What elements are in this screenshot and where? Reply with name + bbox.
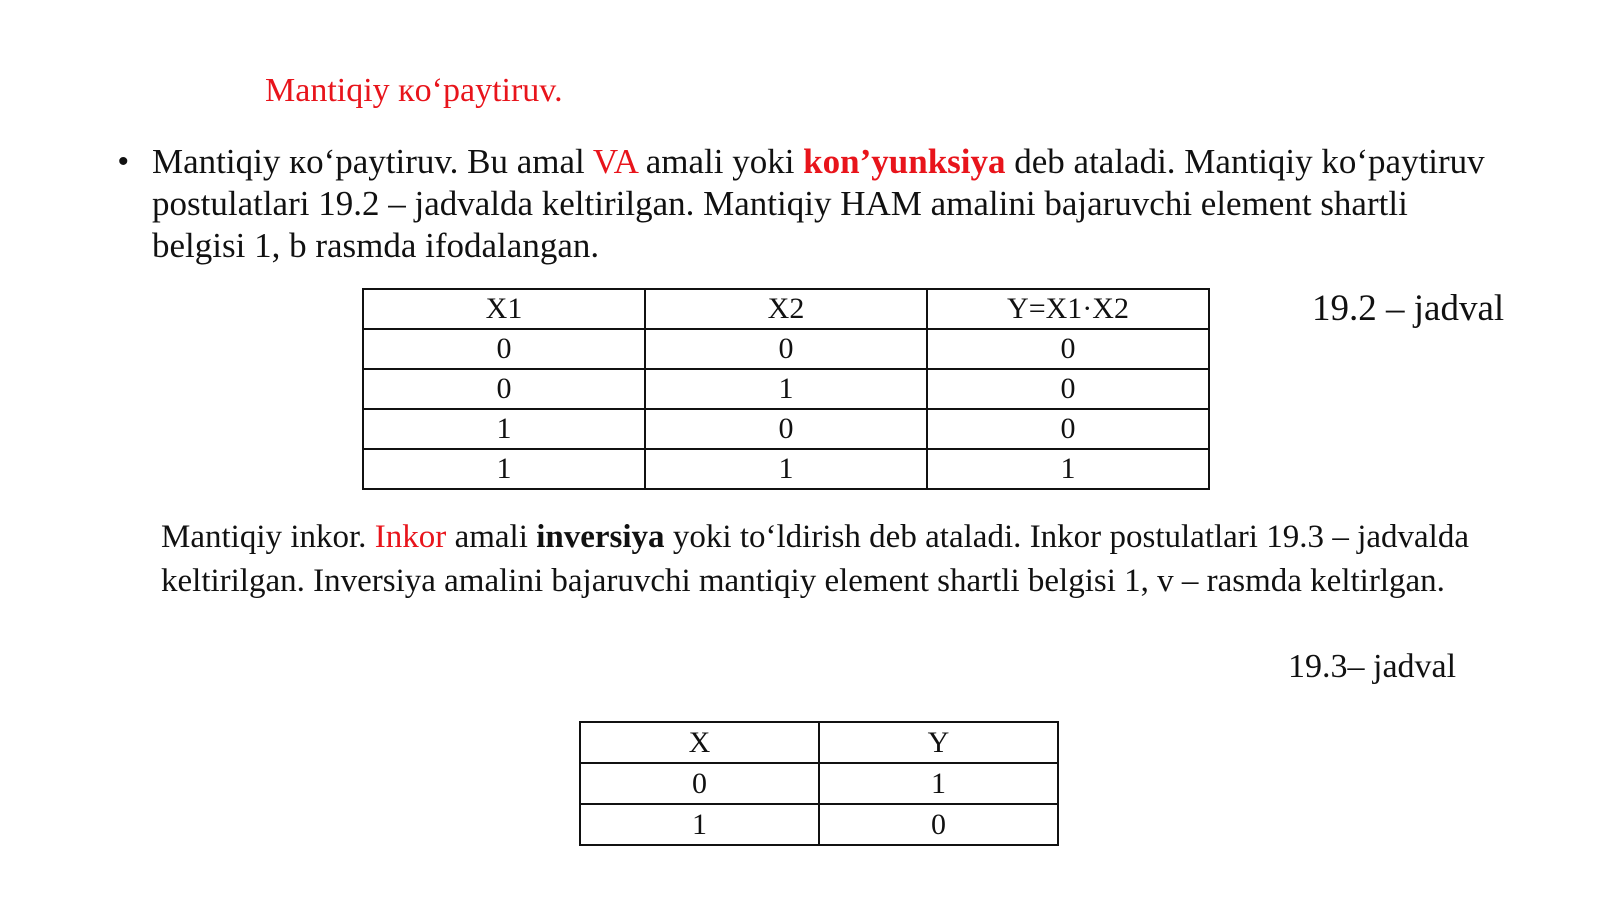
table-header-cell: X1 bbox=[363, 289, 645, 329]
bullet-dot-icon: • bbox=[118, 145, 129, 178]
slide-title: Mantiqiy кo‘paytiruv. bbox=[265, 72, 563, 109]
truth-table-not bbox=[579, 721, 1059, 846]
bullet-text-part-2: amali yoki bbox=[636, 142, 804, 181]
table-header-cell: X2 bbox=[645, 289, 927, 329]
term-inversiya: inversiya bbox=[536, 519, 665, 555]
table-cell: 0 bbox=[927, 409, 1209, 449]
table-cell: 1 bbox=[819, 763, 1058, 804]
term-va: VA bbox=[592, 142, 637, 181]
table-cell: 0 bbox=[927, 369, 1209, 409]
table-cell: 1 bbox=[927, 449, 1209, 489]
table-row bbox=[363, 369, 1209, 409]
paragraph-text-part-2: amali bbox=[446, 519, 537, 555]
table-cell: 1 bbox=[363, 409, 645, 449]
table-cell: 0 bbox=[363, 329, 645, 369]
table-cell: 1 bbox=[645, 449, 927, 489]
table-header-cell: Y=X1·X2 bbox=[927, 289, 1209, 329]
table-caption-19-2: 19.2 – jadval bbox=[1312, 288, 1505, 329]
bullet-text-part-3: deb ataladi. Mantiqiy ko‘paytiruv postulatlari 19.2 – jadvalda keltirilgan. Mantiqiy HAM amalini bajaruvchi element shartli belgisi 1, b rasmda ifodalangan. bbox=[152, 142, 1485, 265]
table-cell: 1 bbox=[363, 449, 645, 489]
paragraph-text-part-3: yoki to‘ldirish deb ataladi. Inkor postulatlari 19.3 – jadvalda keltirilgan. Inversiya amalini bajaruvchi mantiqiy element shartli belgisi 1, v – rasmda keltirlgan. bbox=[161, 519, 1469, 599]
term-konyunksiya: kon’yunksiya bbox=[803, 142, 1006, 181]
table-cell: 0 bbox=[363, 369, 645, 409]
table-row bbox=[580, 804, 1058, 845]
table-row bbox=[580, 763, 1058, 804]
term-inkor: Inkor bbox=[374, 519, 447, 555]
table-cell: 0 bbox=[645, 409, 927, 449]
bullet-paragraph bbox=[118, 141, 1498, 267]
bullet-text bbox=[152, 141, 1498, 267]
table-row bbox=[363, 449, 1209, 489]
table-header-cell: Y bbox=[819, 722, 1058, 763]
table-row bbox=[363, 329, 1209, 369]
table-cell: 0 bbox=[580, 763, 819, 804]
table-header-cell: X bbox=[580, 722, 819, 763]
table-row bbox=[363, 409, 1209, 449]
table-cell: 0 bbox=[645, 329, 927, 369]
table-header-row bbox=[363, 289, 1209, 329]
table-cell: 0 bbox=[819, 804, 1058, 845]
table-cell: 1 bbox=[580, 804, 819, 845]
table-cell: 0 bbox=[927, 329, 1209, 369]
truth-table-and bbox=[362, 288, 1210, 490]
table-caption-19-3: 19.3– jadval bbox=[1288, 648, 1457, 685]
bullet-text-part-1: Mantiqiy кo‘paytiruv. Bu amal bbox=[152, 142, 593, 181]
table-header-row bbox=[580, 722, 1058, 763]
paragraph-text-part-1: Mantiqiy inkor. bbox=[161, 519, 375, 555]
table-cell: 1 bbox=[645, 369, 927, 409]
inversion-paragraph bbox=[161, 515, 1469, 603]
